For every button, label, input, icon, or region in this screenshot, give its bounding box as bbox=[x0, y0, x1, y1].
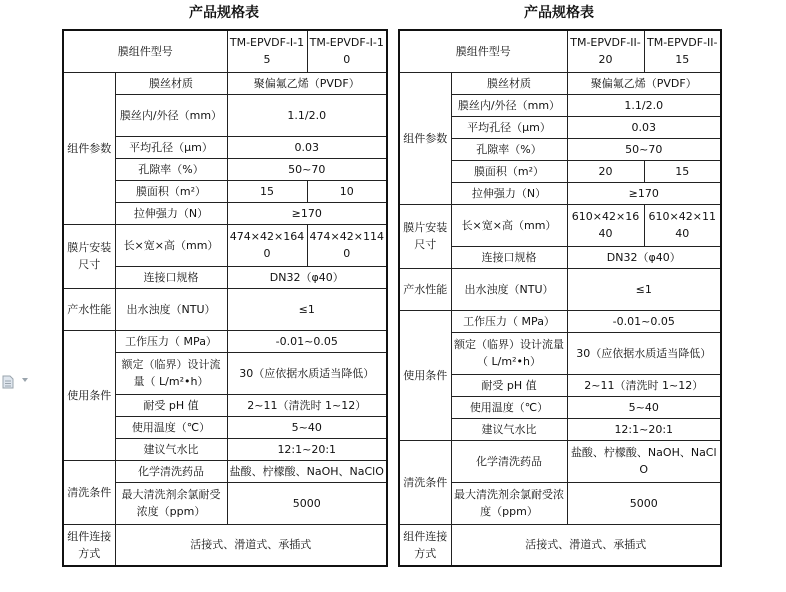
table-row bbox=[63, 460, 387, 482]
row-label: 耐受 pH 值 bbox=[451, 374, 567, 396]
row-value: 30（应依据水质适当降低） bbox=[227, 352, 387, 394]
row-label: 长×宽×高（mm） bbox=[115, 224, 227, 266]
row-label: 建议气水比 bbox=[115, 438, 227, 460]
row-label: 使用温度（℃） bbox=[115, 416, 227, 438]
row-label: 长×宽×高（mm） bbox=[451, 204, 567, 246]
row-value: DN32（φ40） bbox=[227, 266, 387, 288]
row-value: 2~11（清洗时 1~12） bbox=[227, 394, 387, 416]
row-value: 474×42×1640 bbox=[227, 224, 307, 266]
row-label: 出水浊度（NTU） bbox=[115, 288, 227, 330]
row-value: ≥170 bbox=[227, 202, 387, 224]
table-row bbox=[399, 268, 721, 310]
row-value: 50~70 bbox=[227, 158, 387, 180]
row-value: 10 bbox=[307, 180, 387, 202]
row-value: 0.03 bbox=[227, 136, 387, 158]
table-row bbox=[399, 310, 721, 332]
row-label: 膜丝材质 bbox=[115, 72, 227, 94]
row-label: 建议气水比 bbox=[451, 418, 567, 440]
row-value: 5000 bbox=[567, 482, 721, 524]
row-value: 0.03 bbox=[567, 116, 721, 138]
group-component-params: 组件参数 bbox=[63, 72, 115, 224]
table-row bbox=[63, 72, 387, 94]
row-label: 使用温度（℃） bbox=[451, 396, 567, 418]
document-icon[interactable] bbox=[2, 375, 14, 389]
group-connection: 组件连接方式 bbox=[399, 524, 451, 566]
model-b: TM-EPVDF-I-10 bbox=[307, 30, 387, 72]
row-label: 平均孔径（μm） bbox=[451, 116, 567, 138]
model-label: 膜组件型号 bbox=[399, 30, 567, 72]
row-value: 474×42×1140 bbox=[307, 224, 387, 266]
row-value: 活接式、滑道式、承插式 bbox=[115, 524, 387, 566]
row-label: 拉伸强力（N） bbox=[451, 182, 567, 204]
row-label: 连接口规格 bbox=[115, 266, 227, 288]
row-value: ≥170 bbox=[567, 182, 721, 204]
chevron-down-icon[interactable] bbox=[22, 378, 28, 382]
group-usage-conditions: 使用条件 bbox=[63, 330, 115, 460]
row-label: 化学清洗药品 bbox=[115, 460, 227, 482]
row-label: 平均孔径（μm） bbox=[115, 136, 227, 158]
table-row bbox=[63, 288, 387, 330]
group-install-size: 膜片安装尺寸 bbox=[399, 204, 451, 268]
model-label: 膜组件型号 bbox=[63, 30, 227, 72]
row-label: 膜面积（m²） bbox=[451, 160, 567, 182]
left-spec-table bbox=[62, 29, 388, 567]
row-value: 610×42×1640 bbox=[567, 204, 644, 246]
row-label: 最大清洗剂余氯耐受浓度（ppm） bbox=[115, 482, 227, 524]
group-connection: 组件连接方式 bbox=[63, 524, 115, 566]
row-value: -0.01~0.05 bbox=[567, 310, 721, 332]
model-b: TM-EPVDF-II-15 bbox=[644, 30, 721, 72]
row-value: ≤1 bbox=[567, 268, 721, 310]
row-value: 15 bbox=[644, 160, 721, 182]
row-label: 连接口规格 bbox=[451, 246, 567, 268]
table-row bbox=[399, 72, 721, 94]
row-label: 孔隙率（%） bbox=[451, 138, 567, 160]
row-value: -0.01~0.05 bbox=[227, 330, 387, 352]
row-value: 1.1/2.0 bbox=[227, 94, 387, 136]
row-value: 20 bbox=[567, 160, 644, 182]
group-water-output: 产水性能 bbox=[399, 268, 451, 310]
row-value: 盐酸、柠檬酸、NaOH、NaClO bbox=[567, 440, 721, 482]
table-row bbox=[63, 224, 387, 266]
row-value: 活接式、滑道式、承插式 bbox=[451, 524, 721, 566]
row-value: DN32（φ40） bbox=[567, 246, 721, 268]
group-component-params: 组件参数 bbox=[399, 72, 451, 204]
row-value: 12:1~20:1 bbox=[227, 438, 387, 460]
row-label: 拉伸强力（N） bbox=[115, 202, 227, 224]
table-row bbox=[63, 524, 387, 566]
row-value: 聚偏氟乙烯（PVDF） bbox=[227, 72, 387, 94]
row-value: ≤1 bbox=[227, 288, 387, 330]
right-table-title: 产品规格表 bbox=[524, 5, 594, 21]
row-value: 15 bbox=[227, 180, 307, 202]
row-value: 聚偏氟乙烯（PVDF） bbox=[567, 72, 721, 94]
group-usage-conditions: 使用条件 bbox=[399, 310, 451, 440]
group-install-size: 膜片安装尺寸 bbox=[63, 224, 115, 288]
row-value: 5~40 bbox=[227, 416, 387, 438]
right-spec-table bbox=[398, 29, 722, 567]
row-label: 出水浊度（NTU） bbox=[451, 268, 567, 310]
left-table-title: 产品规格表 bbox=[189, 5, 259, 21]
table-row bbox=[399, 204, 721, 246]
row-label: 耐受 pH 值 bbox=[115, 394, 227, 416]
group-cleaning-conditions: 清洗条件 bbox=[63, 460, 115, 524]
row-value: 5~40 bbox=[567, 396, 721, 418]
row-value: 1.1/2.0 bbox=[567, 94, 721, 116]
group-water-output: 产水性能 bbox=[63, 288, 115, 330]
row-label: 膜丝材质 bbox=[451, 72, 567, 94]
row-value: 610×42×1140 bbox=[644, 204, 721, 246]
row-value: 盐酸、柠檬酸、NaOH、NaClO bbox=[227, 460, 387, 482]
row-label: 孔隙率（%） bbox=[115, 158, 227, 180]
model-a: TM-EPVDF-I-15 bbox=[227, 30, 307, 72]
row-label: 额定（临界）设计流量（ L/m²•h） bbox=[451, 332, 567, 374]
row-label: 工作压力（ MPa） bbox=[115, 330, 227, 352]
row-value: 2~11（清洗时 1~12） bbox=[567, 374, 721, 396]
row-label: 膜面积（m²） bbox=[115, 180, 227, 202]
table-row bbox=[63, 330, 387, 352]
row-label: 额定（临界）设计流量（ L/m²•h） bbox=[115, 352, 227, 394]
row-label: 膜丝内/外径（mm） bbox=[451, 94, 567, 116]
model-a: TM-EPVDF-II-20 bbox=[567, 30, 644, 72]
row-label: 最大清洗剂余氯耐受浓度（ppm） bbox=[451, 482, 567, 524]
row-value: 12:1~20:1 bbox=[567, 418, 721, 440]
row-label: 化学清洗药品 bbox=[451, 440, 567, 482]
row-value: 50~70 bbox=[567, 138, 721, 160]
table-row bbox=[399, 440, 721, 482]
row-value: 30（应依据水质适当降低） bbox=[567, 332, 721, 374]
row-value: 5000 bbox=[227, 482, 387, 524]
table-row bbox=[63, 30, 387, 72]
table-row bbox=[399, 30, 721, 72]
group-cleaning-conditions: 清洗条件 bbox=[399, 440, 451, 524]
row-label: 膜丝内/外径（mm） bbox=[115, 94, 227, 136]
row-label: 工作压力（ MPa） bbox=[451, 310, 567, 332]
table-row bbox=[399, 524, 721, 566]
